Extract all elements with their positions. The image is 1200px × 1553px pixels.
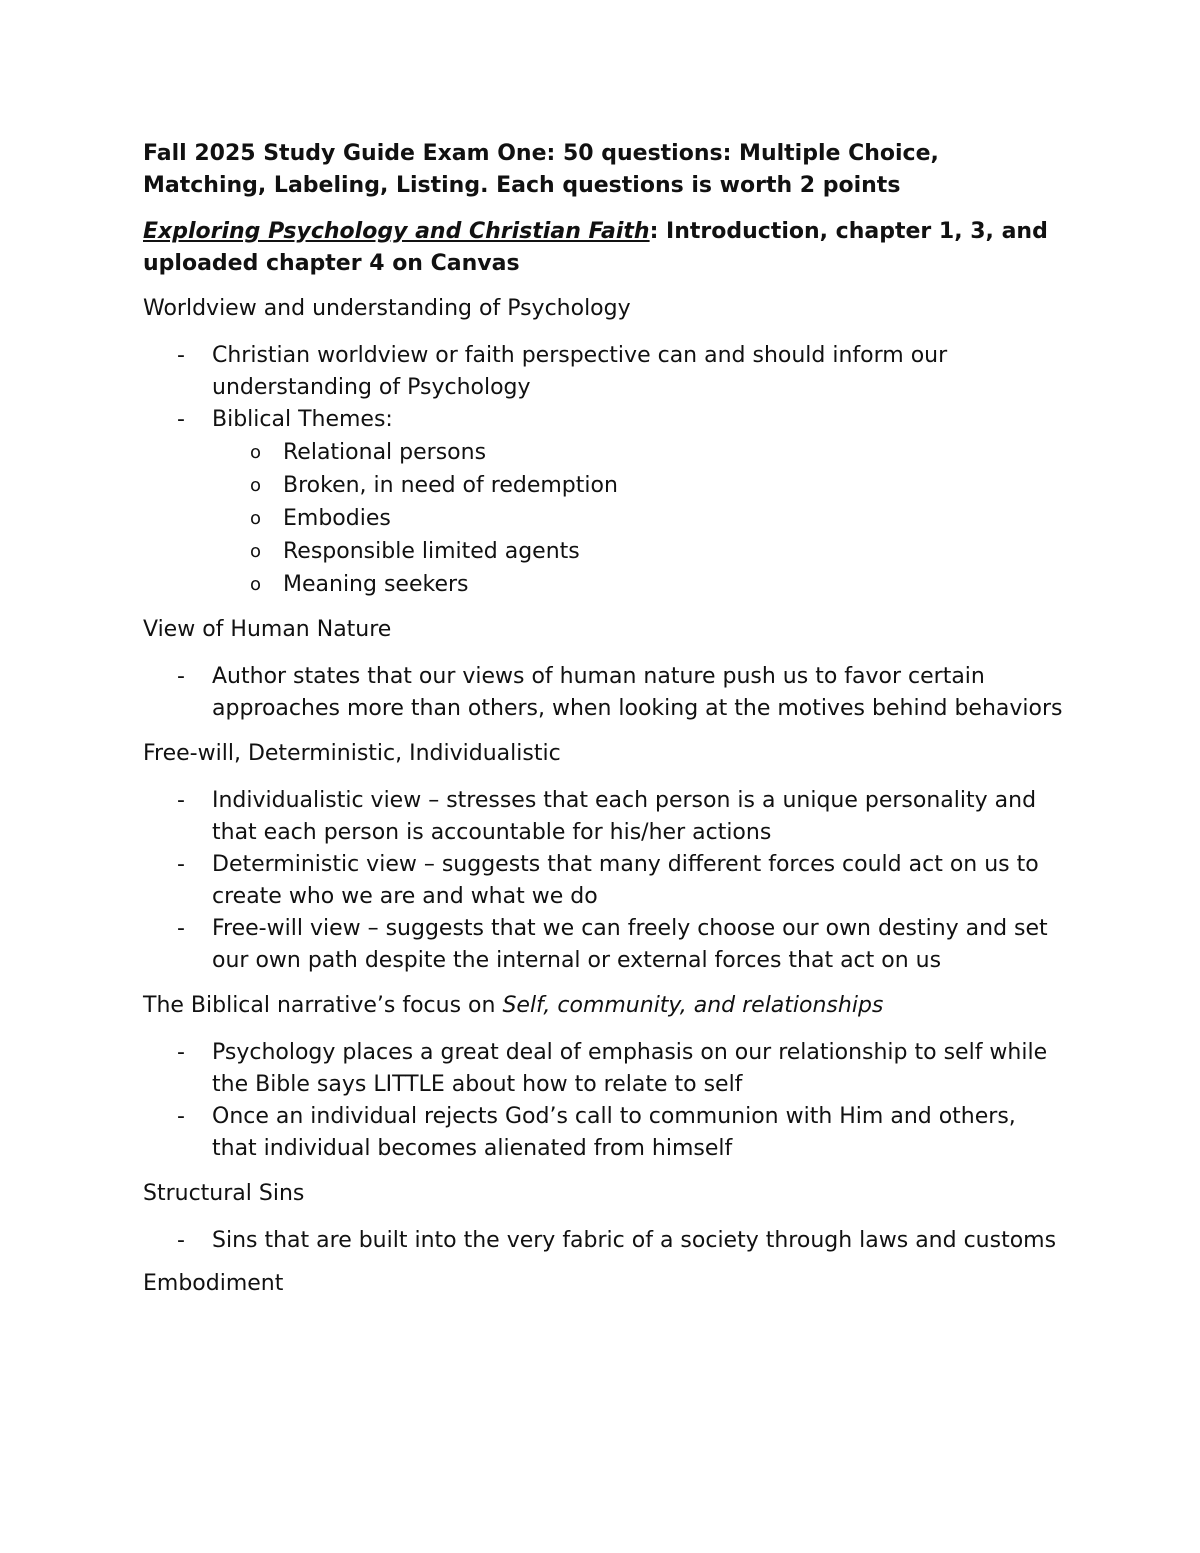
list-item [143, 913, 1063, 977]
document-title [143, 138, 1063, 202]
sub-list-item-text: Meaning seekers [283, 572, 469, 597]
section-heading-free-will: Free-will, Deterministic, Individualistic [143, 741, 561, 766]
circle-bullet-icon: o [250, 541, 262, 562]
section-list-free-will [143, 785, 1063, 977]
list-item-text: Biblical Themes: [212, 407, 393, 432]
sub-list-item-text: Embodies [283, 506, 391, 531]
circle-bullet-icon: o [250, 574, 262, 595]
list-item [143, 1101, 1063, 1165]
circle-bullet-icon: o [250, 442, 262, 463]
heading-plain-text: The Biblical narrative’s focus on [143, 993, 503, 1018]
list-item-text: Sins that are built into the very fabric of a society through laws and customs [212, 1228, 1057, 1253]
list-item-text: Once an individual rejects God’s call to communion with Him and others, that individual becomes alienated from himself [212, 1104, 1016, 1161]
sub-list-item-text: Responsible limited agents [283, 539, 580, 564]
section-list-human-nature [143, 661, 1063, 725]
sub-list-item [143, 469, 1063, 502]
circle-bullet-icon: o [250, 475, 262, 496]
textbook-chapters: : Introduction, chapter 1, 3, and uploaded chapter 4 on Canvas [143, 219, 1048, 276]
sub-list-item-text: Broken, in need of redemption [283, 473, 618, 498]
section-heading-embodiment: Embodiment [143, 1271, 284, 1296]
dash-marker: - [177, 343, 185, 368]
heading-italic-text: Self, community, and relationships [502, 993, 884, 1018]
study-guide-page [143, 138, 1063, 1315]
section-heading-human-nature: View of Human Nature [143, 617, 392, 642]
dash-marker: - [177, 1104, 185, 1129]
sub-list-item [143, 436, 1063, 469]
dash-marker: - [177, 916, 185, 941]
list-item [143, 404, 1063, 601]
section-heading-worldview: Worldview and understanding of Psychology [143, 296, 631, 321]
textbook-line [143, 216, 1063, 280]
dash-marker: - [177, 788, 185, 813]
list-item-text: Free-will view – suggests that we can freely choose our own destiny and set our own path despite the internal or external forces that act on us [212, 916, 1048, 973]
dash-marker: - [177, 1228, 185, 1253]
list-item-text: Author states that our views of human nature push us to favor certain approaches more than others, when looking at the motives behind behaviors [212, 664, 1063, 721]
biblical-themes-sublist [212, 436, 1063, 601]
list-item [143, 849, 1063, 913]
list-item [143, 785, 1063, 849]
list-item-text: Deterministic view – suggests that many different forces could act on us to create who we are and what we do [212, 852, 1039, 909]
list-item-text: Individualistic view – stresses that each person is a unique personality and that each person is accountable for his/her actions [212, 788, 1037, 845]
list-item-text: Psychology places a great deal of emphasis on our relationship to self while the Bible says LITTLE about how to relate to self [212, 1040, 1048, 1097]
section-list-biblical-narrative [143, 1037, 1063, 1165]
list-item [143, 1225, 1063, 1257]
title-line-2: Matching, Labeling, Listing. Each questions is worth 2 points [143, 173, 901, 198]
list-item [143, 661, 1063, 725]
dash-marker: - [177, 407, 185, 432]
section-heading-structural-sins: Structural Sins [143, 1181, 305, 1206]
list-item [143, 340, 1063, 404]
section-heading-biblical-narrative [143, 990, 1063, 1022]
title-line-1: Fall 2025 Study Guide Exam One: 50 questions: Multiple Choice, [143, 141, 939, 166]
dash-marker: - [177, 852, 185, 877]
sub-list-item [143, 535, 1063, 568]
sub-list-item [143, 502, 1063, 535]
list-item-text: Christian worldview or faith perspective can and should inform our understanding of Psychology [212, 343, 948, 400]
sub-list-item-text: Relational persons [283, 440, 487, 465]
circle-bullet-icon: o [250, 508, 262, 529]
dash-marker: - [177, 1040, 185, 1065]
sub-list-item [143, 568, 1063, 601]
dash-marker: - [177, 664, 185, 689]
textbook-title: Exploring Psychology and Christian Faith [143, 219, 650, 244]
section-list-structural-sins [143, 1225, 1063, 1257]
list-item [143, 1037, 1063, 1101]
section-list-worldview [143, 340, 1063, 601]
